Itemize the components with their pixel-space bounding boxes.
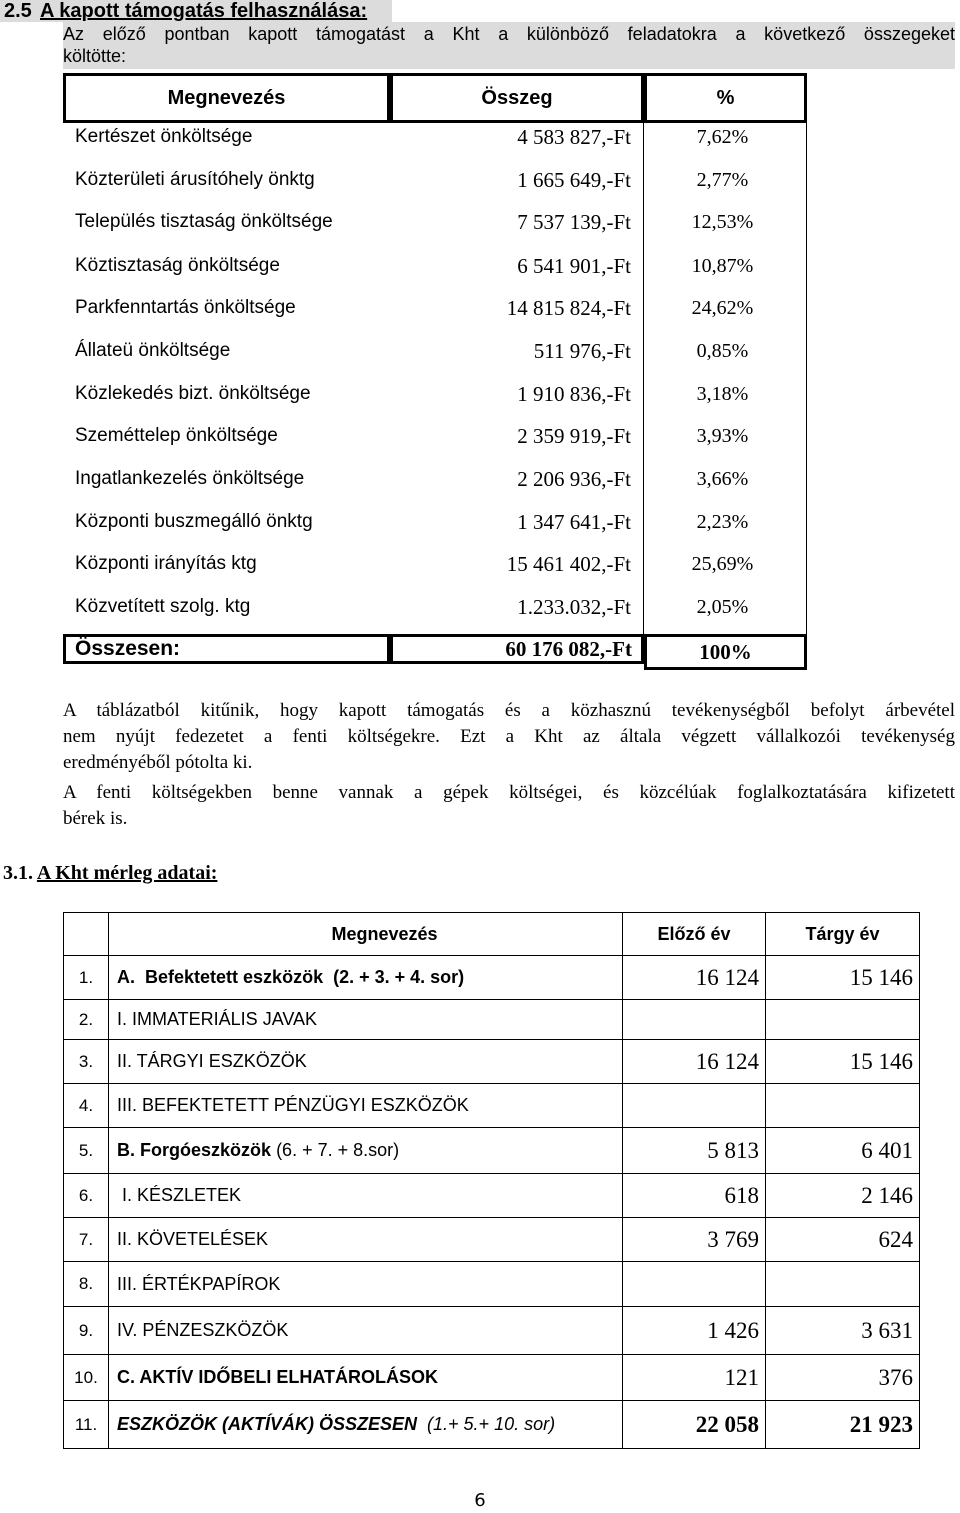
row-name: Ingatlankezelés önköltsége (75, 468, 305, 489)
total-label: Összesen: (63, 634, 390, 664)
row-suffix: (6. + 7. + 8.sor) (276, 1140, 400, 1160)
total-row (63, 634, 807, 676)
header-name: Megnevezés (63, 73, 390, 123)
row-amount: 1 910 836,-Ft (517, 381, 631, 406)
row-name: Szeméttelep önköltsége (75, 425, 278, 446)
row-name: Közvetített szolg. ktg (75, 596, 251, 617)
table-row (63, 458, 807, 500)
row-name: Köztisztaság önköltsége (75, 255, 280, 276)
row-current-value: 3 631 (766, 1307, 920, 1355)
row-percent: 3,66% (696, 467, 749, 490)
row-prefix: B. (117, 1140, 135, 1160)
row-percent: 3,93% (696, 424, 749, 447)
row-percent: 25,69% (691, 552, 754, 575)
paragraph-line: A táblázatból kitűnik, hogy kapott támogatás és a közhasznú tevékenységből befolyt árbevétel (63, 700, 955, 721)
row-label-text: Befektetett eszközök (145, 967, 324, 987)
table-header-row (64, 913, 920, 956)
row-percent: 12,53% (691, 210, 754, 233)
row-number: 1. (64, 956, 109, 1000)
row-name: Állateü önköltsége (75, 340, 231, 361)
row-percent: 24,62% (691, 296, 754, 319)
row-label-text: ESZKÖZÖK (AKTÍVÁK) ÖSSZESEN (117, 1414, 418, 1434)
row-current-value (766, 1262, 920, 1307)
row-number: 8. (64, 1262, 109, 1307)
row-current-value: 2 146 (766, 1174, 920, 1218)
row-amount: 2 359 919,-Ft (517, 423, 631, 448)
row-prev-value (623, 1262, 766, 1307)
table-row (64, 1000, 920, 1040)
header-name: Megnevezés (109, 913, 623, 956)
row-label-text: Forgóeszközök (140, 1140, 272, 1160)
table-row (63, 287, 807, 329)
row-prev-value: 618 (623, 1174, 766, 1218)
row-current-value (766, 1084, 920, 1128)
section-title: A Kht mérleg adatai: (36, 862, 218, 884)
row-current-value: 376 (766, 1355, 920, 1401)
row-current-value: 624 (766, 1218, 920, 1262)
table-row (63, 159, 807, 201)
section-title: A kapott támogatás felhasználása: (40, 0, 368, 22)
page-number: 6 (474, 1490, 486, 1511)
row-amount: 2 206 936,-Ft (517, 466, 631, 491)
row-amount: 1.233.032,-Ft (517, 594, 631, 619)
row-label: I. IMMATERIÁLIS JAVAK (109, 1000, 623, 1040)
paragraph-line: nem nyújt fedezetet a fenti költségekre. Ezt a Kht az általa végzett vállalkozói tevékenység (63, 726, 955, 747)
row-current-value: 21 923 (766, 1401, 920, 1449)
row-label: IV. PÉNZESZKÖZÖK (109, 1307, 623, 1355)
row-percent: 3,18% (696, 382, 749, 405)
row-number: 10. (64, 1355, 109, 1401)
row-prev-value: 16 124 (623, 1040, 766, 1084)
row-name: Kertészet önköltsége (75, 126, 253, 147)
row-label: C. AKTÍV IDŐBELI ELHATÁROLÁSOK (109, 1355, 623, 1401)
row-label: II. TÁRGYI ESZKÖZÖK (109, 1040, 623, 1084)
section-number: 2.5 (4, 0, 32, 22)
row-label: I. KÉSZLETEK (109, 1174, 623, 1218)
row-name: Település tisztaság önköltsége (75, 211, 333, 232)
row-prev-value (623, 1000, 766, 1040)
row-percent: 2,77% (696, 168, 749, 191)
row-name: Közterületi árusítóhely önktg (75, 169, 315, 190)
header-amount: Összeg (390, 73, 644, 123)
paragraph-line: A fenti költségekben benne vannak a gépek költségei, és közcélúak foglalkoztatására kifizetett (63, 782, 955, 803)
row-current-value: 15 146 (766, 956, 920, 1000)
table-row (64, 1084, 920, 1128)
paragraph (63, 698, 955, 776)
balance-sheet-table (63, 912, 920, 1449)
table-row (63, 501, 807, 543)
table-row (63, 330, 807, 372)
row-number: 2. (64, 1000, 109, 1040)
row-number: 7. (64, 1218, 109, 1262)
row-percent: 10,87% (691, 254, 754, 277)
table-row (64, 1262, 920, 1307)
row-number: 6. (64, 1174, 109, 1218)
header-cell (64, 913, 109, 956)
total-percent: 100% (644, 634, 807, 670)
row-amount: 4 583 827,-Ft (517, 124, 631, 149)
table-row (63, 201, 807, 243)
row-number: 9. (64, 1307, 109, 1355)
row-number: 4. (64, 1084, 109, 1128)
paragraph-line: eredményéből pótolta ki. (63, 752, 253, 773)
table-row (64, 1355, 920, 1401)
row-amount: 6 541 901,-Ft (517, 253, 631, 278)
paragraph (63, 780, 955, 832)
row-label (109, 956, 623, 1000)
section-number: 3.1. (3, 862, 33, 884)
intro-line: költötte: (63, 46, 127, 66)
row-amount: 511 976,-Ft (533, 338, 631, 363)
row-name: Közlekedés bizt. önköltsége (75, 383, 311, 404)
row-label (109, 1128, 623, 1174)
row-number: 11. (64, 1401, 109, 1449)
section-heading (3, 860, 217, 886)
row-current-value (766, 1000, 920, 1040)
row-label: III. ÉRTÉKPAPÍROK (109, 1262, 623, 1307)
table-row (63, 116, 807, 158)
row-name: Központi buszmegálló önktg (75, 511, 313, 532)
row-label: III. BEFEKTETETT PÉNZÜGYI ESZKÖZÖK (109, 1084, 623, 1128)
section-intro (63, 22, 955, 69)
row-number: 3. (64, 1040, 109, 1084)
header-percent: % (644, 73, 807, 123)
table-row (64, 1040, 920, 1084)
row-amount: 14 815 824,-Ft (506, 295, 631, 320)
total-amount: 60 176 082,-Ft (390, 634, 644, 664)
row-amount: 1 347 641,-Ft (517, 509, 631, 534)
table-row (64, 1128, 920, 1174)
row-label: II. KÖVETELÉSEK (109, 1218, 623, 1262)
row-amount: 15 461 402,-Ft (506, 551, 631, 576)
row-percent: 7,62% (696, 125, 749, 148)
table-row (64, 1218, 920, 1262)
row-percent: 0,85% (696, 339, 749, 362)
header-current-year: Tárgy év (766, 913, 920, 956)
row-amount: 7 537 139,-Ft (517, 209, 631, 234)
table-row (63, 245, 807, 287)
row-suffix: (2. + 3. + 4. sor) (333, 967, 465, 987)
table-row (63, 586, 807, 628)
row-name: Parkfenntartás önköltsége (75, 297, 296, 318)
row-prev-value: 1 426 (623, 1307, 766, 1355)
table-row (64, 1307, 920, 1355)
table-row (64, 956, 920, 1000)
row-percent: 2,23% (696, 510, 749, 533)
row-prev-value: 5 813 (623, 1128, 766, 1174)
row-suffix: (1.+ 5.+ 10. sor) (427, 1414, 556, 1434)
table-row (63, 543, 807, 585)
paragraph-line: bérek is. (63, 808, 128, 829)
row-current-value: 15 146 (766, 1040, 920, 1084)
row-prev-value: 3 769 (623, 1218, 766, 1262)
table-row (63, 415, 807, 457)
table-row (63, 373, 807, 415)
table-row (64, 1401, 920, 1449)
row-current-value: 6 401 (766, 1128, 920, 1174)
row-number: 5. (64, 1128, 109, 1174)
row-prev-value (623, 1084, 766, 1128)
row-prefix: A. (117, 967, 135, 987)
row-prev-value: 22 058 (623, 1401, 766, 1449)
intro-line: Az előző pontban kapott támogatást a Kht a különböző feladatokra a következő összegeket (63, 24, 955, 44)
row-prev-value: 121 (623, 1355, 766, 1401)
row-percent: 2,05% (696, 595, 749, 618)
row-prev-value: 16 124 (623, 956, 766, 1000)
row-name: Központi irányítás ktg (75, 553, 257, 574)
row-label (109, 1401, 623, 1449)
row-amount: 1 665 649,-Ft (517, 167, 631, 192)
header-prev-year: Előző év (623, 913, 766, 956)
table-row (64, 1174, 920, 1218)
